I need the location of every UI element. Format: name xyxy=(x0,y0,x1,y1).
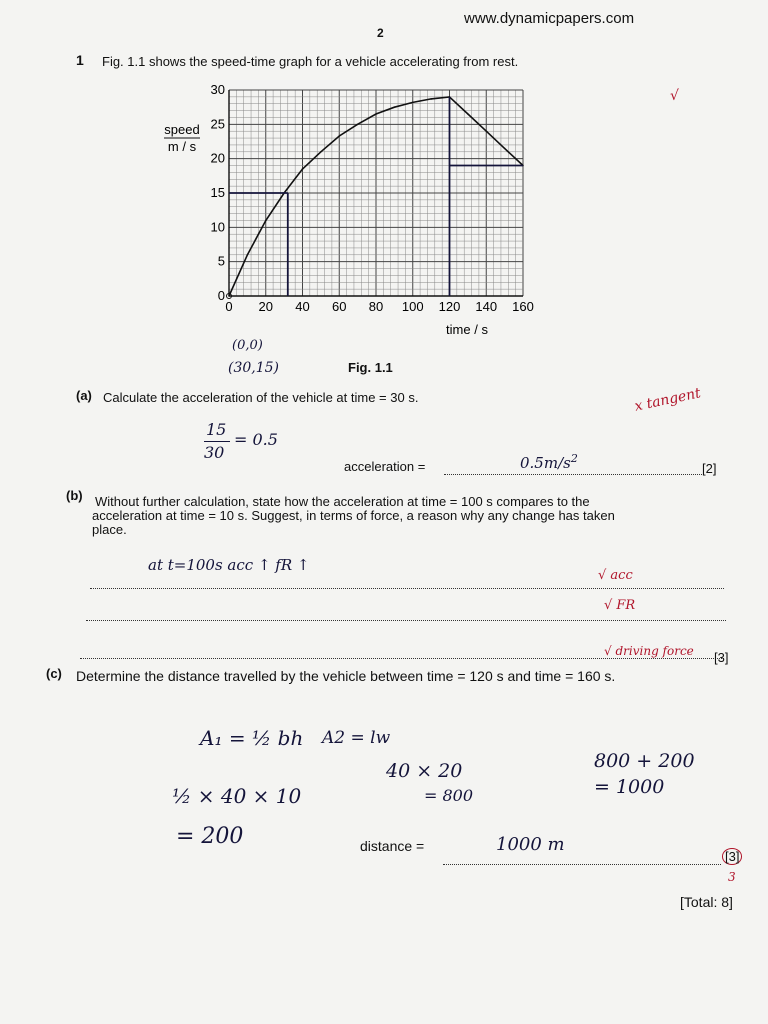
part-a-fraction-bar xyxy=(204,441,230,442)
y-tick-label: 10 xyxy=(210,219,225,235)
y-tick-label: 5 xyxy=(217,253,225,269)
part-c-question: Determine the distance travelled by the vehicle between time = 120 s and time = 160 s. xyxy=(76,668,616,684)
part-a-work-numerator: 15 xyxy=(206,420,227,439)
x-tick-label: 0 xyxy=(225,299,233,314)
part-b-label: (b) xyxy=(66,488,83,503)
data-point xyxy=(302,168,304,170)
part-a-marks: [2] xyxy=(702,461,717,476)
x-axis-label: time / s xyxy=(446,322,488,337)
figure-caption: Fig. 1.1 xyxy=(348,360,393,375)
marker-note-tangent: x tangent xyxy=(633,385,703,415)
hand-point-30-15: (30,15) xyxy=(228,360,280,376)
part-c-label: (c) xyxy=(46,666,62,681)
part-c-answer-label: distance = xyxy=(360,838,425,854)
part-b-marks: [3] xyxy=(714,650,729,665)
part-b-answer: at t=100s acc ↑ fR ↑ xyxy=(148,556,310,574)
question-number: 1 xyxy=(76,52,84,68)
x-tick-label: 60 xyxy=(332,299,347,314)
part-c-work-800: = 800 xyxy=(424,786,474,805)
marker-note-driving-force: √ driving force xyxy=(604,644,694,658)
x-tick-label: 80 xyxy=(368,299,384,314)
chart-lines xyxy=(227,96,524,298)
data-point xyxy=(375,113,377,115)
x-tick-label: 40 xyxy=(295,299,310,314)
part-a-work-denominator: 30 xyxy=(204,443,225,462)
part-a-work-result: = 0.5 xyxy=(234,430,278,449)
y-axis-label-unit: m / s xyxy=(167,139,197,154)
y-tick-label: 30 xyxy=(210,82,225,97)
data-point xyxy=(357,124,359,126)
data-point xyxy=(247,254,249,256)
page-number: 2 xyxy=(377,26,384,40)
part-c-answer-line xyxy=(443,850,721,865)
marker-note-acc: √ acc xyxy=(598,568,633,583)
part-b-question-line2: acceleration at time = 10 s. Suggest, in terms of force, a reason why any change has taken xyxy=(92,508,615,523)
data-point xyxy=(412,102,414,104)
x-tick-label: 120 xyxy=(438,299,461,314)
part-c-work-1000: = 1000 xyxy=(594,776,665,798)
y-tick-label: 20 xyxy=(210,150,225,166)
x-tick-label: 100 xyxy=(401,299,424,314)
total-marks: [Total: 8] xyxy=(680,894,733,910)
data-point xyxy=(467,113,469,115)
part-a-answer-label: acceleration = xyxy=(344,459,426,474)
x-tick-label: 160 xyxy=(512,299,534,314)
part-b-question-line1: Without further calculation, state how the acceleration at time = 100 s compares to the xyxy=(95,494,590,509)
data-point xyxy=(338,135,340,137)
part-c-work-a1: A₁ = ½ bh xyxy=(200,726,304,750)
marker-note-fr: √ FR xyxy=(604,598,636,613)
question-intro: Fig. 1.1 shows the speed-time graph for a vehicle accelerating from rest. xyxy=(102,54,519,69)
data-point xyxy=(485,130,487,132)
data-point xyxy=(320,151,322,153)
y-tick-label: 0 xyxy=(217,288,225,303)
part-c-work-40x20: 40 × 20 xyxy=(386,760,463,782)
part-c-work-half: ½ × 40 × 10 xyxy=(172,784,302,808)
red-tick-mark: √ xyxy=(670,88,679,104)
x-tick-label: 20 xyxy=(258,299,273,314)
website-url: www.dynamicpapers.com xyxy=(464,10,635,27)
part-a-question: Calculate the acceleration of the vehicle at time = 30 s. xyxy=(103,390,419,405)
part-c-answer: 1000 m xyxy=(496,834,565,855)
hand-point-origin: (0,0) xyxy=(232,338,263,353)
part-c-marks: [3] xyxy=(722,848,742,865)
part-c-work-200: = 200 xyxy=(176,824,244,849)
part-c-work-a2: A2 = lw xyxy=(322,728,391,748)
data-point xyxy=(504,148,506,150)
speed-time-chart xyxy=(150,80,570,340)
y-tick-label: 25 xyxy=(210,116,225,132)
y-tick-label: 15 xyxy=(210,185,225,200)
part-c-work-sum: 800 + 200 xyxy=(594,750,695,772)
data-point xyxy=(265,220,267,222)
part-a-label: (a) xyxy=(76,388,92,403)
data-point xyxy=(228,295,230,297)
part-a-answer: $0.5m/s^2$ xyxy=(520,452,578,472)
part-b-question-line3: place. xyxy=(92,522,127,537)
data-point xyxy=(430,98,432,100)
y-axis-label-speed: speed xyxy=(164,122,200,137)
x-tick-label: 140 xyxy=(475,299,498,314)
data-point xyxy=(394,106,396,108)
marker-score: 3 xyxy=(728,870,736,884)
